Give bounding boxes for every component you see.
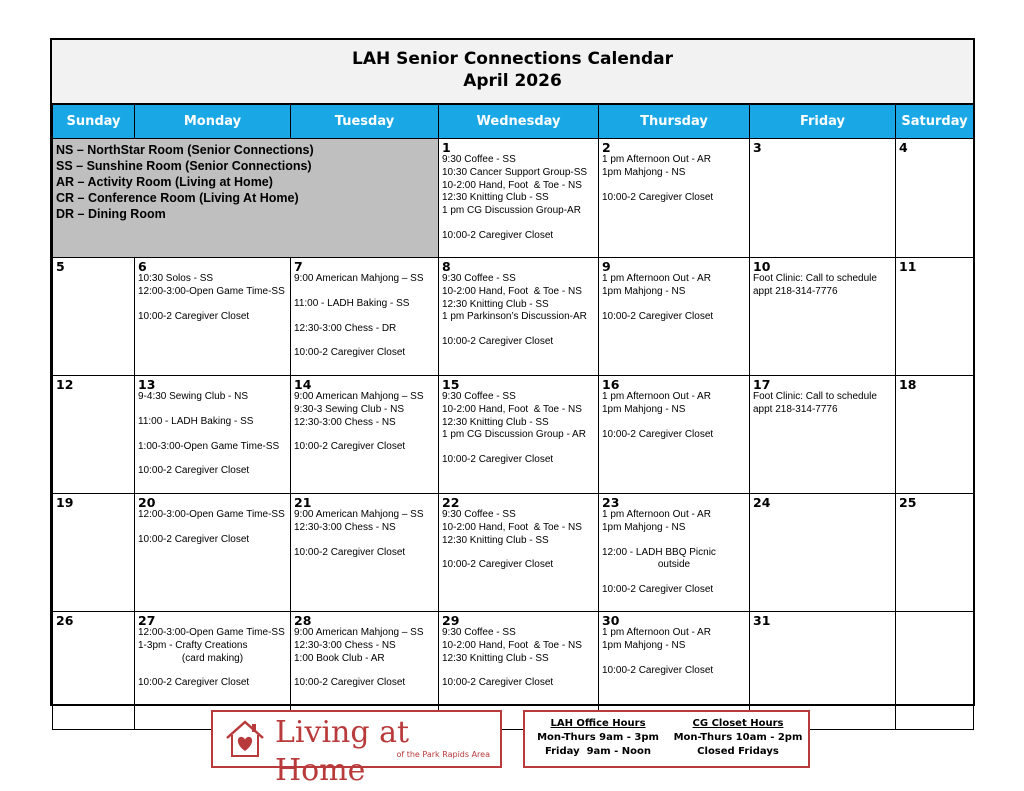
closet-hours [671,717,805,759]
event-item: appt 218-314-7776 [753,285,838,297]
event-item: 12:30-3:00 Chess - DR [294,322,397,334]
day-number: 25 [899,495,917,510]
day-number: 10 [753,259,771,274]
event-item: 10:00-2 Caregiver Closet [442,454,554,466]
day-number: 28 [294,613,312,628]
day-cell [291,494,439,612]
event-item: 10:30 Solos - SS [138,273,214,284]
spacer [138,522,287,534]
event-item: 1-3pm - Crafty Creations [138,639,248,651]
office-hours-line: Mon-Thurs 9am - 3pm [537,732,659,743]
event-item: 10:00-2 Caregiver Closet [602,584,714,596]
day-cell [291,376,439,494]
event-item: 1 pm Afternoon Out - AR [602,154,711,165]
spacer [294,335,435,347]
spacer [294,311,435,323]
event-item: 12:30-3:00 Chess - NS [294,639,396,651]
day-number: 29 [442,613,460,628]
weekday-wednesday: Wednesday [439,104,599,139]
event-item: 10:00-2 Caregiver Closet [602,428,714,440]
spacer [294,286,435,298]
event-item: 12:30 Knitting Club - SS [442,534,549,546]
spacer [138,299,287,311]
week-row [53,139,974,258]
weekday-saturday: Saturday [896,104,974,139]
event-item: 9:30 Coffee - SS [442,154,516,165]
day-number: 16 [602,377,620,392]
spacer [602,535,746,547]
event-item: 1 pm Parkinson’s Discussion-AR [442,311,587,323]
event-item: 9:30 Coffee - SS [442,627,516,638]
weekday-monday: Monday [135,104,291,139]
logo-tagline: of the Park Rapids Area [396,750,490,759]
event-item: 12:30-3:00 Chess - NS [294,416,396,428]
day-cell [135,494,291,612]
event-item: appt 218-314-7776 [753,403,838,415]
event-item: 1 pm CG Discussion Group-AR [442,205,581,217]
day-number: 11 [899,259,917,274]
legend-item: CR – Conference Room (Living At Home) [56,191,299,205]
spacer [138,429,287,441]
living-at-home-logo [211,710,502,788]
event-item: 1 pm Afternoon Out - AR [602,391,711,402]
event-item: 10:00-2 Caregiver Closet [294,677,406,689]
event-item: 1pm Mahjong - NS [602,403,686,415]
event-item: 1 pm Afternoon Out - AR [602,627,711,638]
event-item: 10:00-2 Caregiver Closet [138,533,250,545]
hours-box [523,710,810,768]
spacer [602,180,746,192]
spacer [442,218,595,230]
closet-hours-heading: CG Closet Hours [692,718,784,729]
event-item: 10:00-2 Caregiver Closet [294,347,406,359]
week-row [53,258,974,376]
closet-hours-line: Mon-Thurs 10am - 2pm [673,732,803,743]
event-item: 12:30 Knitting Club - SS [442,416,549,428]
day-number: 17 [753,377,771,392]
day-number: 27 [138,613,156,628]
event-item: 9:00 American Mahjong – SS [294,391,424,402]
day-cell [599,258,750,376]
event-item: 1pm Mahjong - NS [602,166,686,178]
day-cell [53,494,135,612]
day-number: 19 [56,495,74,510]
day-cell [135,376,291,494]
legend-item: AR – Activity Room (Living at Home) [56,175,273,189]
spacer [602,417,746,429]
event-item: 1pm Mahjong - NS [602,521,686,533]
spacer [442,442,595,454]
spacer [442,324,595,336]
event-item: 12:30-3:00 Chess - NS [294,521,396,533]
day-cell [599,376,750,494]
day-cell [53,376,135,494]
event-item: 12:00-3:00-Open Game Time-SS [138,509,285,520]
title-line-1: LAH Senior Connections Calendar [352,49,673,69]
day-cell [53,258,135,376]
day-cell [439,376,599,494]
calendar-grid [52,103,974,730]
weekday-tuesday: Tuesday [291,104,439,139]
day-number: 3 [753,140,762,155]
event-item: 1:00 Book Club - AR [294,652,385,664]
spacer [294,665,435,677]
event-item: 9:30 Coffee - SS [442,509,516,520]
day-number: 6 [138,259,147,274]
spacer [442,665,595,677]
day-cell [135,258,291,376]
event-item: 12:30 Knitting Club - SS [442,192,549,204]
logo-wordmark: Living at Home [275,715,410,788]
legend-item: NS – NorthStar Room (Senior Connections) [56,143,314,157]
day-cell [599,494,750,612]
event-item: 1pm Mahjong - NS [602,639,686,651]
day-number: 7 [294,259,303,274]
week-row [53,494,974,612]
event-item: 9:30-3 Sewing Club - NS [294,403,405,415]
event-item: (card making) [181,652,244,664]
day-number: 14 [294,377,312,392]
day-cell [896,376,974,494]
legend-item: DR – Dining Room [56,207,166,221]
event-item: 10-2:00 Hand, Foot & Toe - NS [442,179,582,191]
day-number: 26 [56,613,74,628]
event-item: 10-2:00 Hand, Foot & Toe - NS [442,285,582,297]
event-item: 10:00-2 Caregiver Closet [442,336,554,348]
day-number: 15 [442,377,460,392]
event-item: 1 pm Afternoon Out - AR [602,273,711,284]
event-item: 12:00-3:00-Open Game Time-SS [138,627,285,638]
calendar-title [52,40,973,103]
event-item: 1:00-3:00-Open Game Time-SS [138,440,280,452]
title-line-2: April 2026 [463,71,562,91]
event-item: 9:00 American Mahjong – SS [294,627,424,638]
day-number: 2 [602,140,611,155]
day-cell [896,139,974,258]
day-cell [439,139,599,258]
day-number: 13 [138,377,156,392]
day-cell [291,258,439,376]
day-cell [896,494,974,612]
day-cell [439,494,599,612]
event-item: 9:00 American Mahjong – SS [294,509,424,520]
weekday-header-row [53,104,974,139]
day-number: 18 [899,377,917,392]
day-number: 20 [138,495,156,510]
room-legend [53,139,439,258]
weekday-sunday: Sunday [53,104,135,139]
event-item: 10:00-2 Caregiver Closet [294,546,406,558]
event-item: 10:00-2 Caregiver Closet [442,229,554,241]
event-item: 9:30 Coffee - SS [442,391,516,402]
week-row [53,612,974,730]
closet-hours-line: Closed Fridays [697,746,779,757]
empty-cell [896,612,974,730]
event-item: 1pm Mahjong - NS [602,285,686,297]
day-cell [53,612,135,730]
event-item: 9-4:30 Sewing Club - NS [138,391,249,402]
weekday-thursday: Thursday [599,104,750,139]
week-row [53,376,974,494]
spacer [138,665,287,677]
day-cell [439,258,599,376]
event-item: Foot Clinic: Call to schedule [753,391,877,402]
spacer [602,572,746,584]
day-cell [750,139,896,258]
event-item: 10:00-2 Caregiver Closet [442,677,554,689]
legend-item: SS – Sunshine Room (Senior Connections) [56,159,312,173]
spacer [294,535,435,547]
day-number: 8 [442,259,451,274]
day-cell [750,376,896,494]
day-number: 23 [602,495,620,510]
event-item: outside [657,559,691,571]
day-number: 21 [294,495,312,510]
spacer [138,404,287,416]
event-item: 12:00 - LADH BBQ Picnic [602,546,716,558]
event-item: 9:00 American Mahjong – SS [294,273,424,284]
event-item: 10:00-2 Caregiver Closet [138,677,250,689]
event-item: 9:30 Coffee - SS [442,273,516,284]
event-item: 12:30 Knitting Club - SS [442,298,549,310]
day-number: 12 [56,377,74,392]
house-heart-icon [223,718,267,760]
day-number: 22 [442,495,460,510]
spacer [138,453,287,465]
office-hours [531,717,665,759]
event-item: Foot Clinic: Call to schedule [753,273,877,284]
spacer [602,299,746,311]
day-number: 5 [56,259,65,274]
event-item: 10:00-2 Caregiver Closet [138,310,250,322]
event-item: 12:30 Knitting Club - SS [442,652,549,664]
event-item: 11:00 - LADH Baking - SS [294,297,410,309]
event-item: 10:00-2 Caregiver Closet [442,559,554,571]
event-item: 12:00-3:00-Open Game Time-SS [138,285,285,297]
office-hours-heading: LAH Office Hours [550,718,646,729]
event-item: 10:00-2 Caregiver Closet [602,310,714,322]
day-cell [750,258,896,376]
event-item: 10-2:00 Hand, Foot & Toe - NS [442,521,582,533]
day-cell [599,139,750,258]
spacer [294,429,435,441]
event-item: 10:00-2 Caregiver Closet [294,441,406,453]
event-item: 11:00 - LADH Baking - SS [138,415,254,427]
event-item: 10:00-2 Caregiver Closet [602,191,714,203]
spacer [442,547,595,559]
event-item: 10:00-2 Caregiver Closet [138,465,250,477]
day-number: 31 [753,613,771,628]
event-item: 10-2:00 Hand, Foot & Toe - NS [442,639,582,651]
day-number: 9 [602,259,611,274]
spacer [602,653,746,665]
calendar [50,38,975,706]
day-number: 1 [442,140,451,155]
day-number: 30 [602,613,620,628]
weekday-friday: Friday [750,104,896,139]
day-number: 24 [753,495,771,510]
day-cell [896,258,974,376]
event-item: 10:00-2 Caregiver Closet [602,664,714,676]
day-cell [750,494,896,612]
event-item: 1 pm CG Discussion Group - AR [442,429,586,441]
event-item: 10:30 Cancer Support Group-SS [442,166,588,178]
event-item: 1 pm Afternoon Out - AR [602,509,711,520]
day-number: 4 [899,140,908,155]
office-hours-line: Friday 9am - Noon [544,746,652,757]
event-item: 10-2:00 Hand, Foot & Toe - NS [442,403,582,415]
